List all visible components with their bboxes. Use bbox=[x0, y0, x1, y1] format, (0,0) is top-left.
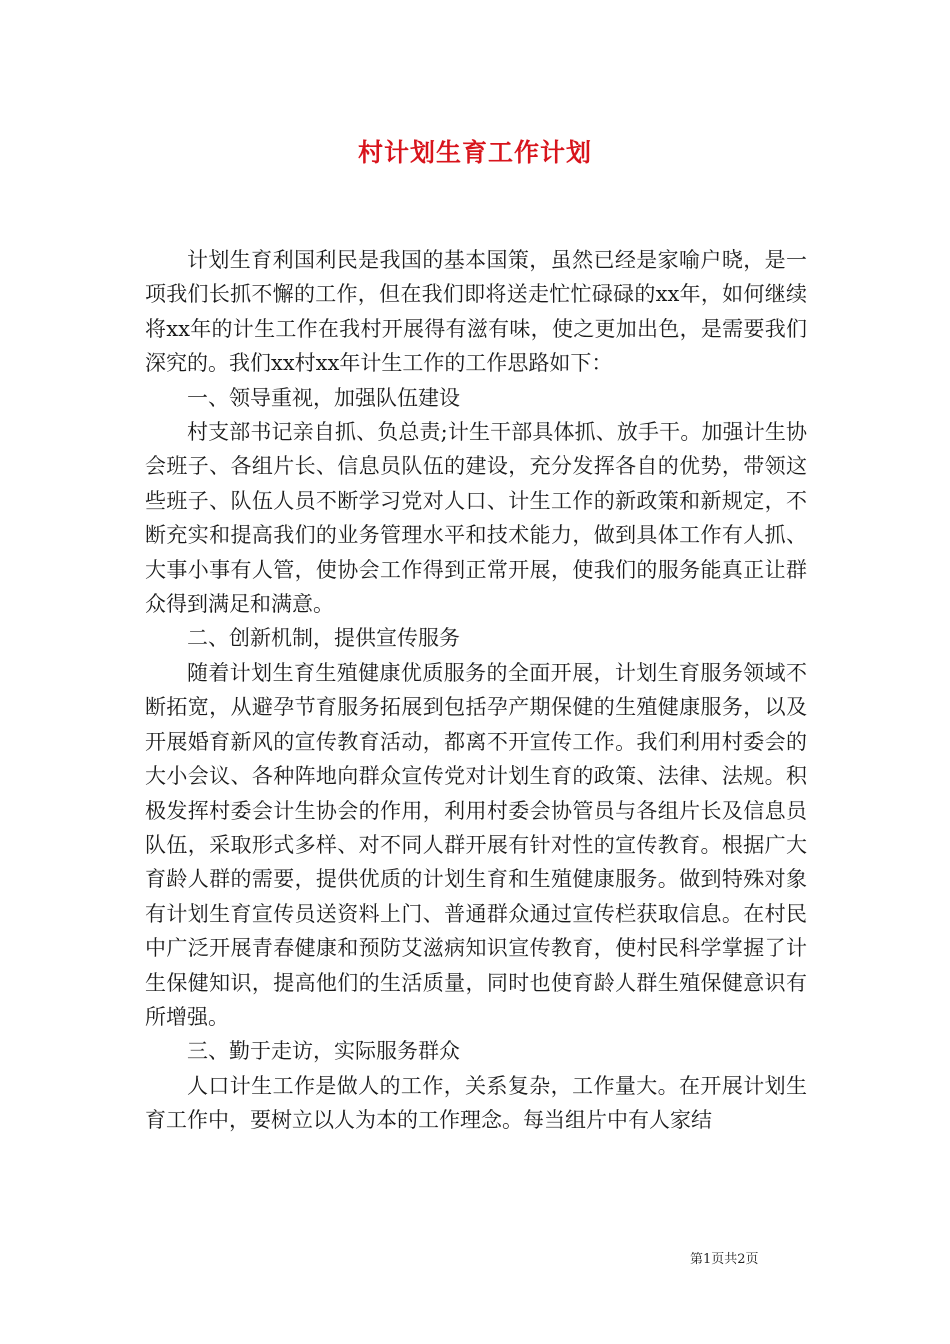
document-body bbox=[145, 243, 807, 1138]
paragraph-section-2: 随着计划生育生殖健康优质服务的全面开展，计划生育服务领域不断拓宽，从避孕节育服务拓展到包括孕产期保健的生殖健康服务，以及开展婚育新风的宣传教育活动，都离不开宣传工作。我们利用村委会的大小会议、各种阵地向群众宣传党对计划生育的政策、法律、法规。积极发挥村委会计生协会的作用，利用村委会协管员与各组片长及信息员队伍，采取形式多样、对不同人群开展有针对性的宣传教育。根据广大育龄人群的需要，提供优质的计划生育和生殖健康服务。做到特殊对象有计划生育宣传员送资料上门、普通群众通过宣传栏获取信息。在村民中广泛开展青春健康和预防艾滋病知识宣传教育，使村民科学掌握了计生保健知识，提高他们的生活质量，同时也使育龄人群生殖保健意识有所增强。 bbox=[145, 660, 807, 1029]
page-number-footer: 第1页共2页 bbox=[690, 1252, 759, 1267]
paragraph-section-3: 人口计生工作是做人的工作，关系复杂，工作量大。在开展计划生育工作中，要树立以人为本的工作理念。每当组片中有人家结 bbox=[145, 1073, 807, 1133]
section-heading-3: 三、勤于走访，实际服务群众 bbox=[187, 1039, 460, 1064]
section-heading-2: 二、创新机制，提供宣传服务 bbox=[187, 626, 460, 651]
section-heading-1: 一、领导重视，加强队伍建设 bbox=[187, 385, 460, 410]
paragraph-intro: 计划生育利国利民是我国的基本国策，虽然已经是家喻户晓，是一项我们长抓不懈的工作，但在我们即将送走忙忙碌碌的xx年，如何继续将xx年的计生工作在我村开展得有滋有味，使之更加出色，是需要我们深究的。我们xx村xx年计生工作的工作思路如下： bbox=[145, 248, 807, 376]
paragraph-section-1: 村支部书记亲自抓、负总责;计生干部具体抓、放手干。加强计生协会班子、各组片长、信息员队伍的建设，充分发挥各自的优势，带领这些班子、队伍人员不断学习党对人口、计生工作的新政策和新规定，不断充实和提高我们的业务管理水平和技术能力，做到具体工作有人抓、大事小事有人管，使协会工作得到正常开展，使我们的服务能真正让群众得到满足和满意。 bbox=[145, 420, 807, 617]
document-title: 村计划生育工作计划 bbox=[357, 138, 592, 167]
